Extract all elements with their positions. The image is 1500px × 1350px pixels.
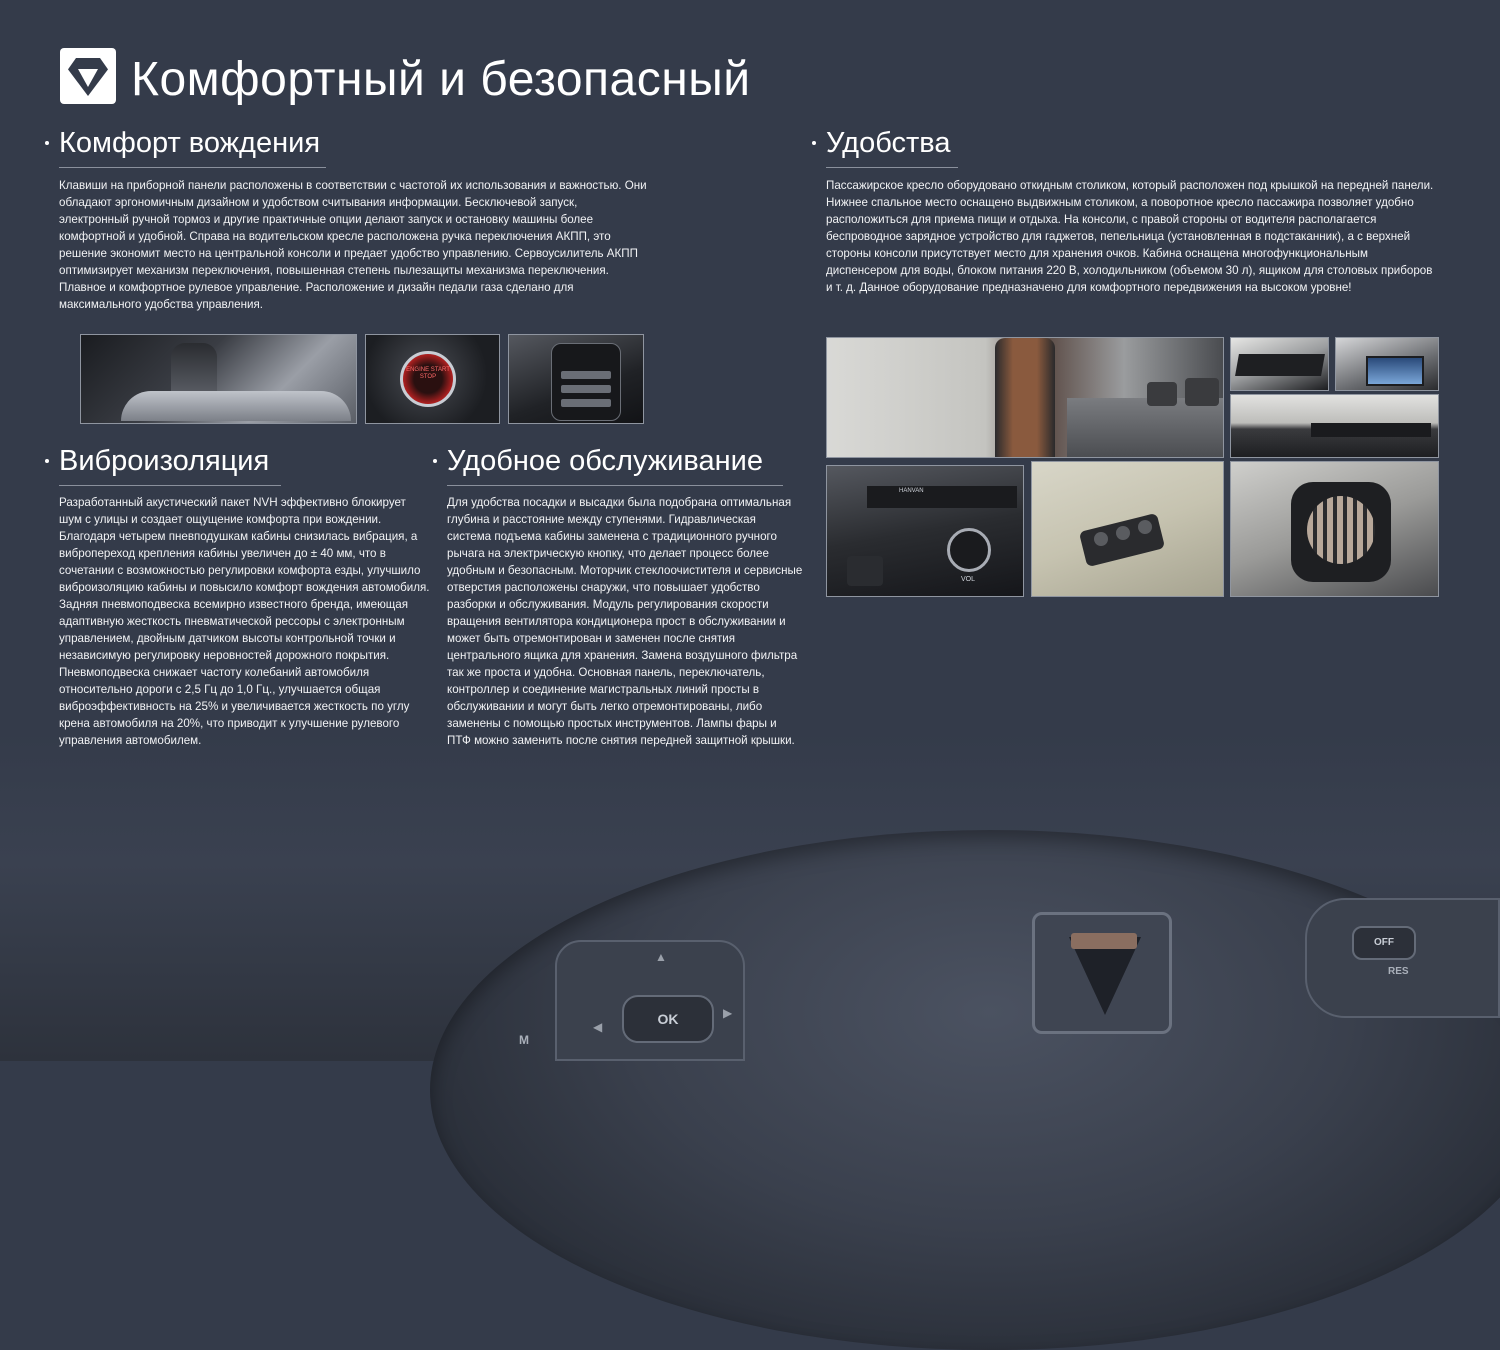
steering-left-controls: ▲ ◀ ▶ [555,940,745,1061]
gear-shift-photo [80,334,357,424]
amenities-text: Пассажирское кресло оборудовано откидным столиком, который расположен под крышкой на передней панели. Нижнее спальное место оснащено выдвижным столиком, а поворотное кресло пассажира позволяет удобно расположиться для приема пищи и отдыха. На консоли, с правой стороны от водителя располагается беспроводное зарядное устройство для гаджетов, пепельница (установленная в подстаканник), а с верхней стороны консоли присутствует место для хранения очков. Кабина оснащена многофункциональным диспенсером для воды, блоком питания 220 В, холодильником (объемом 30 л), ящиком для столовых приборов и т. д. Данное оборудование предназначено для комфортного передвижения на высоком уровне! [826,179,1434,294]
air-vent-photo [1230,461,1439,597]
page-title: Комфортный и безопасный [131,53,751,106]
steering-ok-button: OK [622,995,714,1043]
steering-emblem-icon [1032,912,1172,1034]
section-title-vibration: Виброизоляция [59,443,281,486]
radio-brand-label: HANVAN [899,488,924,494]
start-stop-label: ENGINE START STOP [406,367,450,380]
steering-res-label: RES [1388,966,1409,977]
vol-label: VOL [961,576,976,583]
bullet-dot-icon [433,459,437,463]
fold-table-photo [1230,337,1329,391]
section-title-driving-comfort: Комфорт вождения [59,125,326,168]
radio-panel-photo [826,465,1024,597]
bullet-dot-icon [812,141,816,145]
bullet-dot-icon [45,459,49,463]
steering-m-label: M [519,1033,529,1047]
ceiling-lights-photo [1031,461,1224,597]
steering-off-button: OFF [1352,926,1416,960]
cabin-seats-photo [826,337,1224,458]
bullet-dot-icon [45,141,49,145]
sleeper-table-photo [1230,394,1439,458]
start-stop-photo [365,334,500,424]
section-title-maintenance: Удобное обслуживание [447,443,783,486]
console-switches-photo [508,334,644,424]
vibration-text: Разработанный акустический пакет NVH эффективно блокирует шум с улицы и создает ощущение комфорта при вождении. Благодаря четырем пневподушкам кабины снизилась вибрация, а вибропереход крепления кабины увеличен до ± 40 мм, что в сочетании с возможностью регулировки комфорта езды, улучшило виброизоляцию кабины и повысило комфорт вождения автомобиля. Задняя пневмоподвеска всемирно известного бренда, имеющая адаптивную жесткость пневматической рессоры с электронным управлением, двойным датчиком высоты контрольной точки и независимую регулировку неровностей дорожного покрытия. Пневмоподвеска снижает частоту колебаний автомобиля относительно дороги с 2,5 Гц до 1,0 Гц., улучшается общая виброэффективность на 25% и увеличивается жесткость по углу крена автомобиля на 20%, что приводит к улучшение рулевого управления автомобилем. [59,496,430,747]
maintenance-text: Для удобства посадки и высадки была подобрана оптимальная глубина и расстояние между ступенями. Гидравлическая система подъема кабины заменена с традиционного ручного рычага на электрическую кнопку, что делает процесс более удобным и безопасным. Моторчик стеклоочистителя и сервисные отверстия расположены снаружи, что повышает удобство разборки и обслуживания. Модуль регулирования скорости вращения вентилятора кондиционера прост в обслуживании и может быть отремонтирован и заменен после снятия центрального ящика для хранения. Замена воздушного фильтра так же проста и удобна. Основная панель, переключатель, контроллер и соединение магистральных линий просты в обслуживании и могут быть легко отремонтированы, либо заменены с помощью простых инструментов. Лампы фары и ПТФ можно заменить после снятия передней защитной крышки. [447,496,803,747]
section-title-amenities: Удобства [826,125,958,168]
fridge-photo [1335,337,1439,391]
driving-comfort-text: Клавиши на приборной панели расположены в соответствии с частотой их использования и важностью. Они обладают эргономичным дизайном и удобством считывания информации. Бесключевой запуск, электронный ручной тормоз и другие практичные опции делают запуск и остановку машины более комфортной и удобной. Справа на водительском кресле расположена ручка переключения АКПП, это решение экономит место на центральной консоли и предает удобство управлению. Сервоусилитель АКПП оптимизирует механизм переключения, повышенная степень пылезащиты механизма переключения. Плавное и комфортное рулевое управление. Расположение и дизайн педали газа сделано для максимального удобства управления. [59,179,647,311]
xcmg-logo-icon [60,48,116,104]
